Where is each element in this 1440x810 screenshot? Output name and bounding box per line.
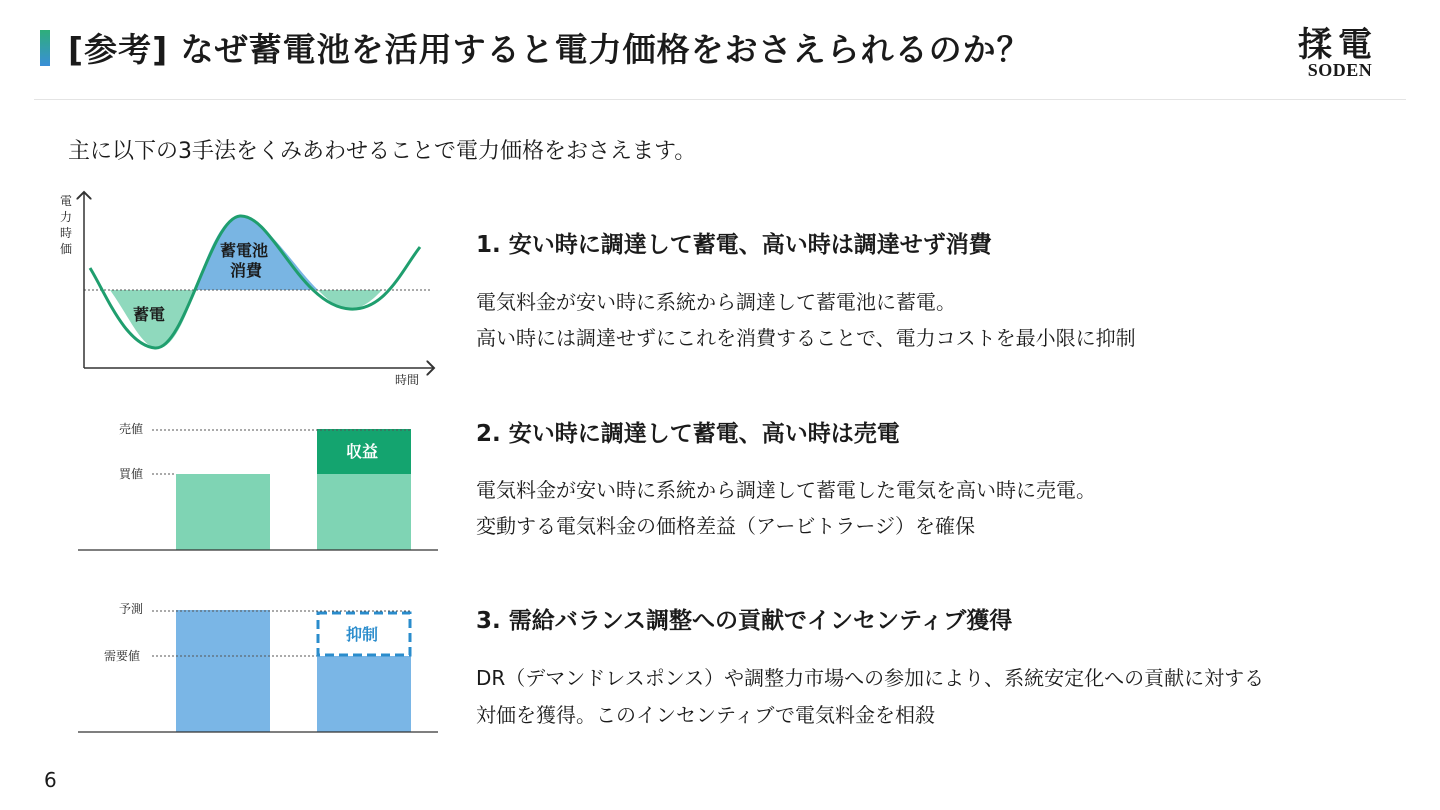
y-axis-label-2: 力	[60, 210, 73, 224]
charge-label: 蓄電	[133, 305, 166, 324]
demand-bar	[317, 656, 411, 732]
consume-label-2: 消費	[230, 261, 263, 280]
section-2-heading: 2. 安い時に調達して蓄電、高い時は売電	[476, 421, 900, 447]
section-2-line-1: 電気料金が安い時に系統から調達して蓄電した電気を高い時に売電。	[476, 478, 1096, 502]
suppression-label: 抑制	[346, 625, 379, 644]
x-axis-label: 時間	[395, 373, 420, 387]
consume-label-1: 蓄電池	[220, 241, 269, 260]
section-3-line-2: 対価を獲得。このインセンティブで電気料金を相殺	[476, 703, 935, 727]
forecast-bar	[176, 610, 270, 732]
section-3-heading: 3. 需給バランス調整への貢献でインセンティブ獲得	[476, 608, 1013, 634]
logo-glyph-2: 電	[1338, 25, 1372, 65]
y-axis-label-4: 価	[60, 242, 73, 256]
sell-price-label: 売値	[119, 422, 144, 436]
intro-text: 主に以下の3手法をくみあわせることで電力価格をおさえます。	[68, 139, 697, 164]
demand-label: 需要値	[104, 649, 141, 663]
demand-response-figure	[0, 0, 460, 740]
logo-glyph-1: 揉	[1298, 25, 1332, 65]
page-title: [参考] なぜ蓄電池を活用すると電力価格をおさえられるのか？	[68, 30, 1031, 69]
buy-price-label: 買値	[119, 467, 144, 481]
y-axis-label-1: 電	[60, 194, 73, 208]
logo-text: SODEN	[1307, 60, 1373, 80]
y-axis-label-3: 時	[60, 226, 73, 240]
section-2-line-2: 変動する電気料金の価格差益（アービトラージ）を確保	[476, 514, 975, 538]
forecast-label: 予測	[119, 602, 144, 616]
section-1-line-1: 電気料金が安い時に系統から調達して蓄電池に蓄電。	[476, 290, 956, 314]
profit-label: 収益	[346, 442, 379, 461]
section-1-heading: 1. 安い時に調達して蓄電、高い時は調達せず消費	[476, 232, 992, 258]
section-1-line-2: 高い時には調達せずにこれを消費することで、電力コストを最小限に抑制	[476, 326, 1136, 350]
section-3-line-1: DR（デマンドレスポンス）や調整力市場への参加により、系統安定化への貢献に対する	[476, 666, 1265, 690]
page-number: 6	[44, 768, 57, 792]
